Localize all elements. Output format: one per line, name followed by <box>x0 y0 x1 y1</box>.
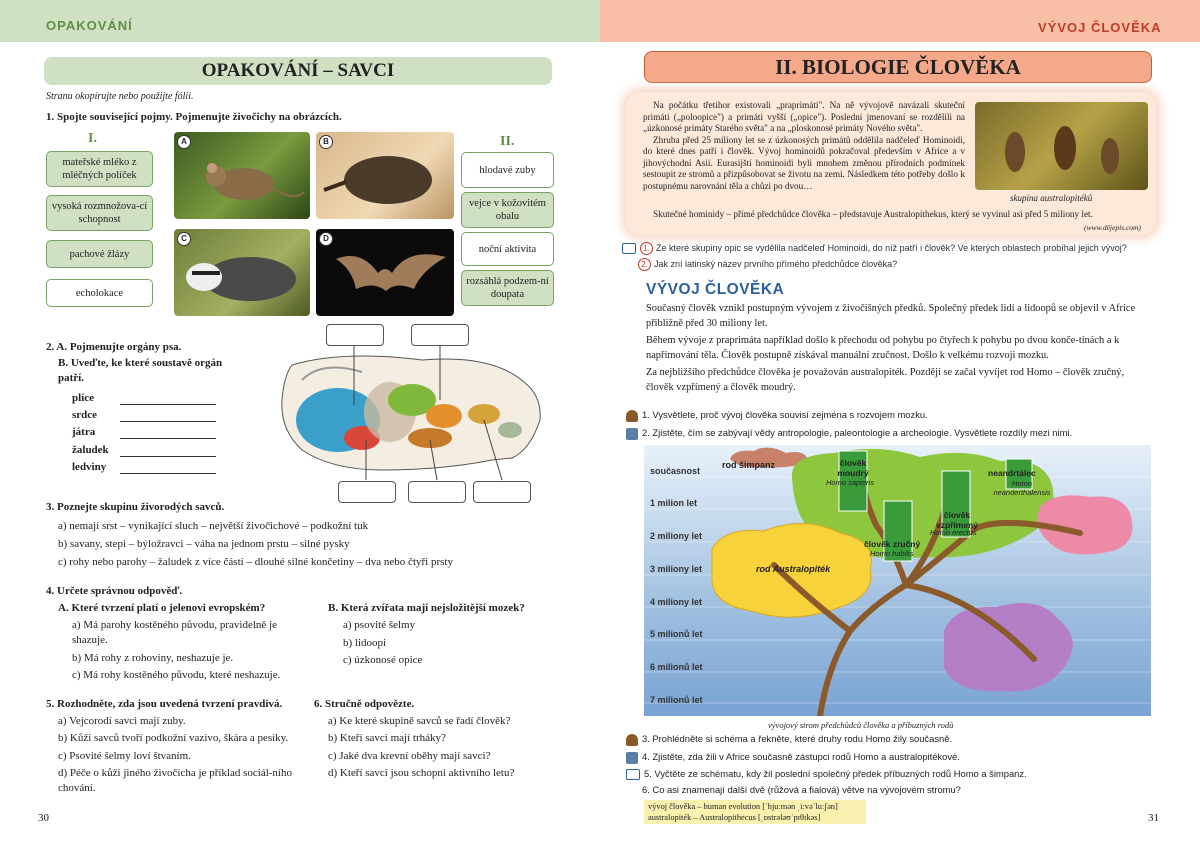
match-box-7[interactable]: noční aktivita <box>461 232 554 266</box>
q6-item-a: a) Ke které skupině savců se řadí člověk? <box>328 715 511 727</box>
photo-echidna <box>316 132 454 219</box>
intro-text <box>643 100 965 192</box>
photo-badge-c: C <box>177 232 191 246</box>
q5-item-b: b) Kůži savců tvoří podkožní vazivo, škára a pesíky. <box>58 732 289 744</box>
organ-blank-1[interactable] <box>120 393 216 405</box>
q4-a-item-a: a) Má parohy kostěného původu, pravidelně je shazuje. <box>72 619 277 646</box>
q3-item-b: b) savany, stepi – býložravci – váha na jednom prstu – silné pysky <box>58 538 350 550</box>
pre-question-1: 1. Ze které skupiny opic se vydělila nadčeleď Hominoidi, do níž patří i člověk? Ve kterých oblastech probíhal jejich vývoj? <box>622 242 1162 255</box>
diagram-caption: vývojový strom předchůdců člověka a příbuzných rodů <box>768 720 954 730</box>
intro-p1: Na počátku třetihor existovali „praprimáti". Na ně vývojově navázali skuteční primáti („poloopice") a primáti vyšší („opice"). Poslední jmenovaní se rozdělili na „úzkonosé primáty Starého světa" a na „ploskonosé primáty Nového světa". <box>643 100 965 133</box>
computer-icon <box>626 428 638 440</box>
q5-text: 5. Rozhodněte, zda jsou uvedená tvrzení pravdivá. <box>46 698 283 710</box>
organ-blank-3[interactable] <box>120 427 216 439</box>
col2-head: II. <box>500 134 515 149</box>
dog-label-box-5[interactable] <box>473 481 531 503</box>
q3-item-a: a) nemají srst – vynikající sluch – největší živočichové – podkožní tuk <box>58 520 369 532</box>
section-body <box>646 302 1152 395</box>
photo-badge-b: B <box>319 135 333 149</box>
left-note: Stranu okopírujte nebo použijte fólii. <box>46 91 194 102</box>
right-header-text: VÝVOJ ČLOVĚKA <box>1038 20 1162 35</box>
photo-badger <box>174 229 310 316</box>
book-icon <box>622 243 636 254</box>
page-number-right: 31 <box>1148 812 1159 824</box>
organ-4: žaludek <box>72 444 109 456</box>
pre-question-2: 2. Jak zní latinský název prvního přímého předchůdce člověka? <box>638 258 897 271</box>
q2-a: 2. A. Pojmenujte orgány psa. <box>46 341 182 353</box>
q5-item-c: c) Psovité šelmy loví štvaním. <box>58 750 191 762</box>
computer-icon <box>626 752 638 764</box>
timeline-5: 5 milionů let <box>650 629 703 639</box>
label-erectus-lat: Homo erectus <box>930 528 977 537</box>
organ-blank-2[interactable] <box>120 410 216 422</box>
hominid-group-icon <box>975 102 1148 190</box>
match-box-6[interactable]: vejce v kožovitém obalu <box>461 192 554 228</box>
photo-badge-d: D <box>319 232 333 246</box>
evolution-tree-diagram <box>644 445 1151 716</box>
label-chimp: rod šimpanz <box>722 460 776 470</box>
timeline-4: 4 miliony let <box>650 597 703 607</box>
pre-q-num-1: 1. <box>640 242 653 255</box>
dog-anatomy-diagram <box>262 320 562 505</box>
photo-badge-a: A <box>177 135 191 149</box>
organ-blank-4[interactable] <box>120 445 216 457</box>
timeline-0: současnost <box>650 466 701 476</box>
match-box-4[interactable]: echolokace <box>46 279 153 307</box>
vocab-2: australopiték – Australopithecus [ˌɒstrələʊˈpɪθɪkəs] <box>648 813 821 822</box>
col1-head: I. <box>88 131 97 146</box>
task-1: 1. Vysvětlete, proč vývoj člověka souvisí zejména s rozvojem mozku. <box>626 409 928 422</box>
label-sapiens: člověk moudrý <box>837 458 869 478</box>
dog-label-box-4[interactable] <box>408 481 466 503</box>
photo-bat <box>316 229 454 316</box>
timeline-3: 3 miliony let <box>650 564 703 574</box>
body-p2: Během vývoje z praprimáta například došlo k přechodu od pohybu po čtyřech k pohybu po dvou konče-tinách a k napřimování těla. Člověk postupně získával manuální zručnost. Došlo k velkému rozvoji mozku. <box>646 335 1120 361</box>
task-5: 5. Vyčtěte ze schématu, kdy žil poslední společný předek příbuzných rodů Homo a šimpanz. <box>626 768 1027 780</box>
echidna-icon <box>316 132 454 219</box>
q6-text: 6. Stručně odpovězte. <box>314 698 415 710</box>
q4-b-item-a: a) psovité šelmy <box>343 619 416 631</box>
match-box-8[interactable]: rozsáhlá podzem-ní doupata <box>461 270 554 306</box>
q6-item-b: b) Kteří savci mají trháky? <box>328 732 446 744</box>
evolution-tree-svg <box>644 445 1151 716</box>
q3-item-c: c) rohy nebo parohy – žaludek z více částí – dlouhé silné končetiny – dva nebo čtyři prsty <box>58 556 453 568</box>
organ-1: plíce <box>72 392 94 404</box>
left-header-text: OPAKOVÁNÍ <box>46 18 133 33</box>
q4-a-item-b: b) Má rohy z rohoviny, neshazuje je. <box>72 652 234 664</box>
right-title: II. BIOLOGIE ČLOVĚKA <box>644 51 1152 83</box>
q4-a-head: A. Které tvrzení platí o jelenovi evropském? <box>58 602 266 614</box>
q4-b-head: B. Která zvířata mají nejsložitější mozek? <box>328 602 525 614</box>
organ-2: srdce <box>72 409 98 421</box>
q4-text: 4. Určete správnou odpověď. <box>46 585 183 597</box>
person-icon <box>626 410 638 422</box>
label-habilis-lat: Homo habilis <box>870 549 914 558</box>
task-4: 4. Zjistěte, zda žili v Africe současně zástupci rodů Homo a australopitékové. <box>626 751 960 764</box>
q2-b: B. Uveďte, ke které soustavě orgán patří. <box>58 357 223 384</box>
match-box-3[interactable]: pachové žlázy <box>46 240 153 268</box>
badger-icon <box>174 229 310 316</box>
q4-b-item-b: b) lidoopi <box>343 637 387 649</box>
bat-icon <box>316 229 454 316</box>
q6-item-c: c) Jaké dva krevní oběhy mají savci? <box>328 750 491 762</box>
q6-item-d: d) Kteří savci jsou schopni aktivního letu? <box>328 767 515 779</box>
match-box-2[interactable]: vysoká rozmnožova-cí schopnost <box>46 195 153 231</box>
intro-source: (www.dějepis.com) <box>1084 223 1141 232</box>
photo-mouse <box>174 132 310 219</box>
person-icon <box>626 734 638 746</box>
dog-label-box-2[interactable] <box>411 324 469 346</box>
photo-australopithecus <box>975 102 1148 190</box>
dog-label-box-3[interactable] <box>338 481 396 503</box>
organ-5: ledviny <box>72 461 107 473</box>
match-box-5[interactable]: hlodavé zuby <box>461 152 554 188</box>
dog-label-box-1[interactable] <box>326 324 384 346</box>
page-number-left: 30 <box>38 812 49 824</box>
label-habilis: člověk zručný <box>864 539 921 549</box>
label-austra: rod Australopiték <box>756 564 831 574</box>
task-2: 2. Zjistěte, čím se zabývají vědy antropologie, paleontologie a archeologie. Vysvětlete rozdíly mezi nimi. <box>626 427 1072 440</box>
task-6: 6. Co asi znamenají další dvě (růžová a fialová) větve na vývojovém stromu? <box>642 784 961 795</box>
task-3: 3. Prohlédněte si schéma a řekněte, které druhy rodu Homo žily současně. <box>626 733 952 746</box>
label-erectus: člověk vzpřímený <box>935 510 979 530</box>
q4-a-item-c: c) Má rohy kostěného původu, které neshazuje. <box>72 669 281 681</box>
organ-blank-5[interactable] <box>120 462 216 474</box>
timeline-1: 1 milion let <box>650 498 698 508</box>
body-p3: Za nejbližšího předchůdce člověka je považován australopiték. Později se začal vyvíjet rod Homo – člověk zručný, člověk vzpřímený a člověk moudrý. <box>646 367 1125 393</box>
book-icon <box>626 769 640 780</box>
q1-text: 1. Spojte související pojmy. Pojmenujte živočichy na obrázcích. <box>46 111 342 123</box>
organ-3: játra <box>72 426 96 438</box>
q3-text: 3. Poznejte skupinu živorodých savců. <box>46 501 225 513</box>
timeline-6: 6 milionů let <box>650 662 703 672</box>
q4-b-item-c: c) úzkonosé opice <box>343 654 423 666</box>
label-neander: neandrtálec <box>988 468 1036 478</box>
label-sapiens-lat: Homo sapiens <box>826 478 874 487</box>
label-neander-lat: Homo neanderthalensis <box>993 479 1051 497</box>
intro-p2: Zhruba před 25 miliony let se z úzkonosých primátů oddělila nadčeleď Hominoidi, do které dnes patří i člověk. Vývoj hominoidů pokračoval především v Africe a v jihovýchodní Asii. Eurasijští hominoidi byli mnohem změnou přírodních podmínek sestoupit ze stromů a přizpůsobovat se životu na zemi. Následkem této potřeby došlo k postupnému narovnání těla a chůzi po dvou… <box>643 134 965 191</box>
section-heading: VÝVOJ ČLOVĚKA <box>646 281 785 298</box>
match-box-1[interactable]: mateřské mléko z mléčných políček <box>46 151 153 187</box>
q5-item-a: a) Vejcorodí savci mají zuby. <box>58 715 186 727</box>
pre-q-num-2: 2. <box>638 258 651 271</box>
body-p1: Současný člověk vznikl postupným vývojem z živočišných předků. Společný předek lidí a lidoopů se objevil v Africe přibližně před 30 miliony let. <box>646 303 1136 329</box>
timeline-2: 2 miliony let <box>650 531 703 541</box>
intro-p3: Skutečné hominidy – přímé předchůdce člověka – představuje Australopithekus, který se vyvinul asi před 5 miliony let. <box>653 209 1093 219</box>
vocab-1: vývoj člověka – human evolution [ˈhjuːmən ˌiːvəˈluːʃən] <box>648 802 838 811</box>
left-title: OPAKOVÁNÍ – SAVCI <box>44 57 552 85</box>
mouse-icon <box>174 132 310 219</box>
timeline-7: 7 milionů let <box>650 695 703 705</box>
q5-item-d: d) Péče o kůži jiného živočicha je příklad sociál-ního chování. <box>58 767 292 794</box>
photo-caption: skupina australopitéků <box>1010 193 1093 203</box>
